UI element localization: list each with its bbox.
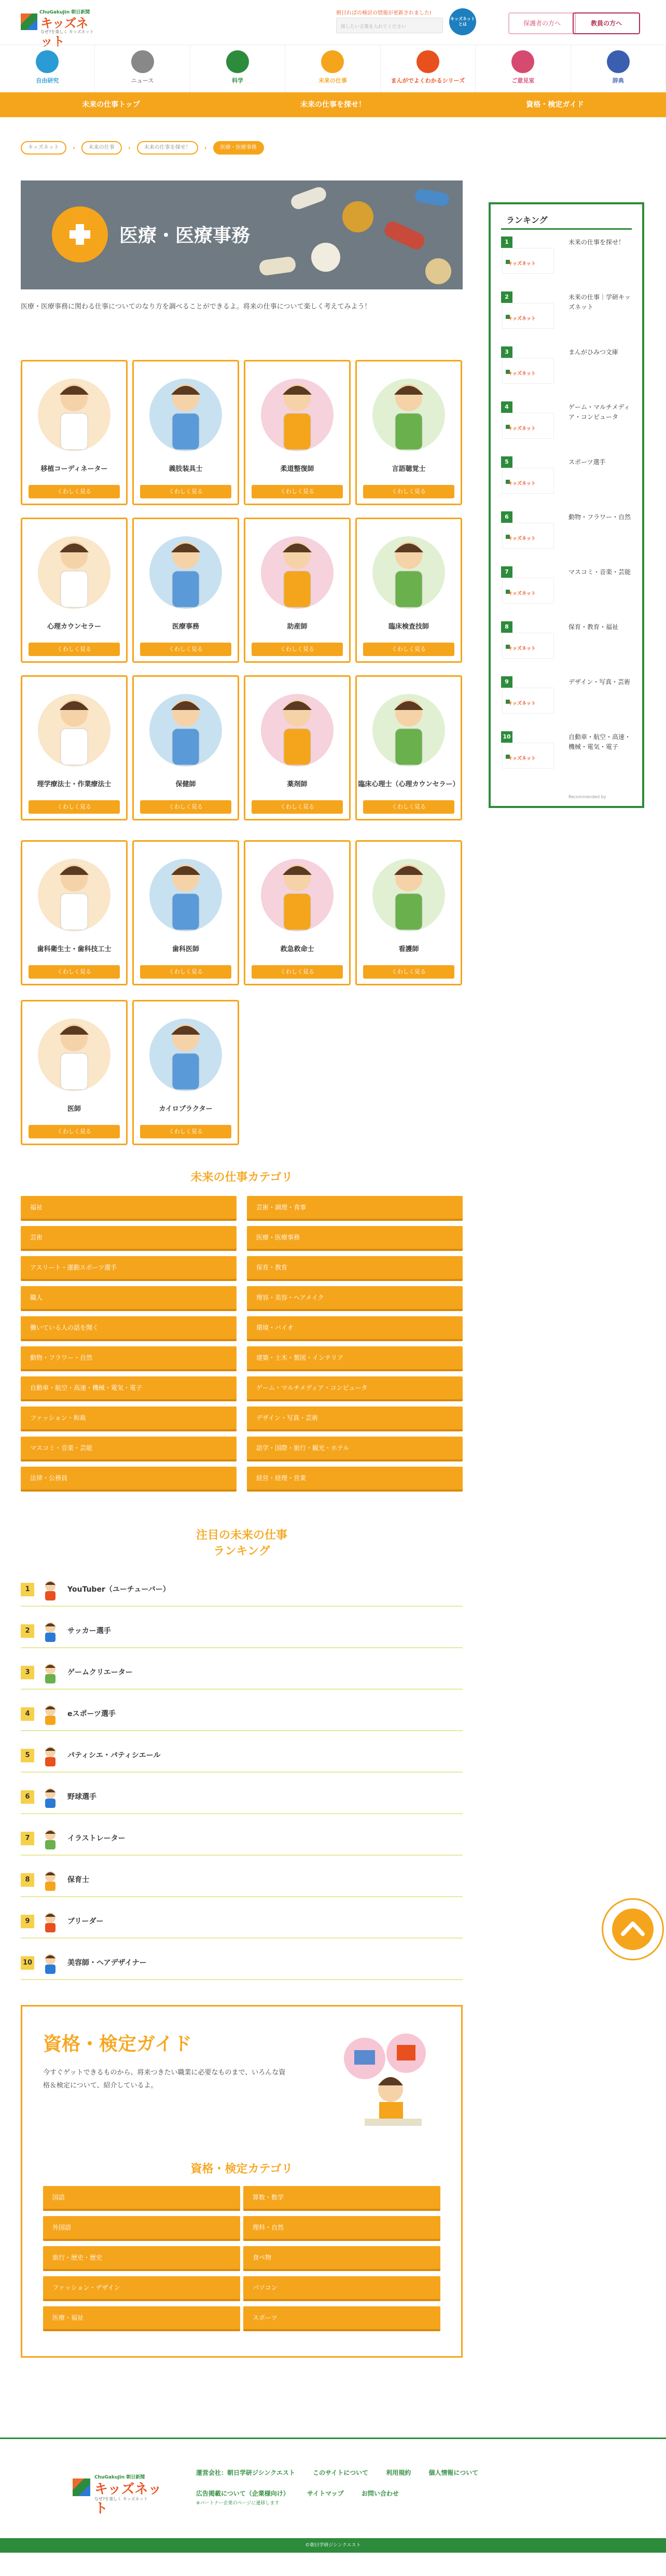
rank-number: 10 <box>21 1956 34 1970</box>
footer <box>0 2438 666 2576</box>
sidebar-ranking-item[interactable] <box>501 456 632 505</box>
job-card[interactable] <box>21 518 128 663</box>
more-button[interactable]: くわしく見る <box>363 485 454 498</box>
job-name: 理学療法士・作業療法士 <box>37 781 112 788</box>
more-button[interactable]: くわしく見る <box>252 485 343 498</box>
job-illustration <box>27 523 121 618</box>
more-button[interactable]: くわしく見る <box>140 965 231 979</box>
job-name: 言語聴覚士 <box>392 465 426 473</box>
gnav-item-2[interactable] <box>190 45 285 92</box>
job-illustration <box>139 1006 232 1100</box>
thumb-logo-text: キッズネット <box>508 261 536 267</box>
breadcrumb <box>21 141 264 155</box>
ranking-thumbnail <box>502 633 554 659</box>
gnav-label: 辞典 <box>612 77 624 84</box>
sidebar-ranking <box>489 202 644 808</box>
sidebar-ranking-label: 動物・フラワー・自然 <box>568 513 631 521</box>
footer-link-about[interactable]: このサイトについて <box>313 2469 369 2476</box>
category-button[interactable]: デザイン・写真・芸術 <box>247 1407 463 1431</box>
job-illustration <box>139 523 232 618</box>
guide-category-button[interactable]: 算数・数学 <box>243 2186 440 2211</box>
category-button[interactable]: 建築・土木・製図・インテリア <box>247 1346 463 1371</box>
guide-category-button[interactable]: 旅行・歴史・歴史 <box>43 2246 240 2271</box>
job-card[interactable] <box>132 360 239 505</box>
guide-title: 資格・検定ガイド <box>43 2034 192 2055</box>
footer-ad-note: ※パートナー企業のページに遷移します <box>196 2501 280 2506</box>
category-button[interactable]: 保育・教育 <box>247 1256 463 1281</box>
gnav-label: ニュース <box>131 77 154 84</box>
more-button[interactable]: くわしく見る <box>363 800 454 814</box>
category-button[interactable]: 環境・バイオ <box>247 1316 463 1341</box>
sidebar-ranking-label: デザイン・写真・芸術 <box>568 678 631 686</box>
future-job-icon <box>321 50 344 73</box>
footer-link-contact[interactable]: お問い合わせ <box>361 2490 399 2497</box>
sidebar-ranking-label: 未来の仕事を探せ！ <box>568 239 625 246</box>
sidebar-ranking-item[interactable] <box>501 621 632 670</box>
gnav-item-0[interactable] <box>0 45 95 92</box>
ranking-thumbnail <box>502 303 554 329</box>
ranking-thumbnail <box>502 523 554 549</box>
job-thumbnail <box>37 1952 63 1974</box>
sidebar-ranking-item[interactable] <box>501 401 632 450</box>
gnav-item-4[interactable] <box>381 45 476 92</box>
rank-number: 8 <box>21 1873 34 1887</box>
category-title: 未来の仕事カテゴリ <box>190 1171 293 1184</box>
gnav-label: 科学 <box>232 77 244 84</box>
job-card[interactable] <box>244 518 351 663</box>
footer-link-sitemap[interactable]: サイトマップ <box>307 2490 344 2497</box>
job-name: 医師 <box>67 1105 81 1113</box>
rank-number: 4 <box>21 1707 34 1721</box>
sidebar-ranking-item[interactable] <box>501 346 632 395</box>
sidebar-ranking-label: 自動車・航空・高速・機械・電気・電子 <box>568 733 631 751</box>
job-illustration <box>362 681 455 775</box>
ranking-item[interactable] <box>21 1904 463 1939</box>
ranking-label: パティシエ・パティシエール <box>67 1751 161 1760</box>
more-button[interactable]: くわしく見る <box>29 800 120 814</box>
category-button[interactable]: 自動車・航空・高速・機械・電気・電子 <box>21 1376 237 1401</box>
job-card[interactable] <box>355 840 462 985</box>
rank-number: 5 <box>21 1749 34 1762</box>
more-button[interactable]: くわしく見る <box>29 643 120 656</box>
job-name: 臨床検査技師 <box>388 623 429 631</box>
job-name: 保健師 <box>175 781 196 788</box>
sidebar-ranking-item[interactable] <box>501 566 632 615</box>
guide-category-button[interactable]: ファッション・デザイン <box>43 2276 240 2301</box>
pill-decoration <box>382 219 427 252</box>
qualification-guide <box>21 2005 463 2358</box>
more-button[interactable]: くわしく見る <box>363 965 454 979</box>
ranking-thumbnail <box>502 743 554 769</box>
logo-small-text: ChuGakuJin 朝日新聞 <box>39 10 90 15</box>
job-name: 歯科衛生士・歯科技工士 <box>37 945 112 953</box>
footer-logo-text: キッズネット <box>94 2482 162 2516</box>
category-button[interactable]: 芸術 <box>21 1226 237 1251</box>
ranking-title-line2: ランキング <box>213 1544 270 1558</box>
gnav-label: まんがでよくわかるシリーズ <box>391 77 465 84</box>
sub-nav <box>0 92 666 117</box>
footer-link-ad[interactable]: 広告掲載について（企業様向け） <box>196 2490 289 2497</box>
more-button[interactable]: くわしく見る <box>140 485 231 498</box>
hero-banner <box>21 180 463 289</box>
job-name: 移植コーディネーター <box>40 465 108 473</box>
medical-cross-icon <box>52 206 108 262</box>
pill-decoration <box>342 201 373 232</box>
ranking-label: 保育士 <box>67 1876 89 1884</box>
breadcrumb-search[interactable]: 未来の仕事を探せ！ <box>137 141 198 155</box>
ranking-label: ゲームクリエーター <box>67 1668 133 1677</box>
category-button[interactable]: ゲーム・マルチメディア・コンピュータ <box>247 1376 463 1401</box>
research-icon <box>36 50 59 73</box>
rank-number: 7 <box>501 566 512 578</box>
teacher-button[interactable]: 教員の方へ <box>573 12 640 34</box>
guide-text: 今すぐゲットできるものから、将来つきたい職業に必要なものまで、いろんな資格＆検定について、紹介しているよ。 <box>43 2069 286 2090</box>
more-button[interactable]: くわしく見る <box>140 800 231 814</box>
job-name: 臨床心理士（心理カウンセラー） <box>358 781 460 788</box>
gnav-item-5[interactable] <box>476 45 571 92</box>
header-notice[interactable]: 朝日ればの検討の情報が更新されました! <box>336 10 432 16</box>
rank-number: 4 <box>501 401 512 413</box>
job-illustration <box>27 681 121 775</box>
job-illustration <box>251 523 344 618</box>
sidebar-ranking-label: 未来の仕事｜学研キッズネット <box>568 294 631 311</box>
more-button[interactable]: くわしく見る <box>140 643 231 656</box>
footer-link-privacy[interactable]: 個人情報について <box>428 2469 479 2476</box>
footer-link-company[interactable]: 運営会社：朝日学研ジシンクエスト <box>196 2469 295 2476</box>
job-thumbnail <box>37 1703 63 1725</box>
thumb-logo-text: キッズネット <box>508 591 536 596</box>
job-illustration <box>139 366 232 460</box>
ranking-item[interactable] <box>21 1821 463 1856</box>
ranking-label: 野球選手 <box>67 1793 96 1801</box>
breadcrumb-current: 医療・医療事務 <box>213 141 264 155</box>
job-thumbnail <box>37 1620 63 1642</box>
header <box>0 0 666 49</box>
job-name: 柔道整復師 <box>280 465 314 473</box>
job-illustration <box>27 1006 121 1100</box>
page-intro: 医療・医療事務に関わる仕事についてのなり方を調べることができるよ。将来の仕事について楽しく考えてみよう！ <box>21 303 371 311</box>
site-logo[interactable] <box>21 8 99 49</box>
subnav-item-search[interactable]: 未来の仕事を探せ！ <box>300 101 366 109</box>
sidebar-ranking-label: スポーツ選手 <box>568 458 606 466</box>
job-card[interactable] <box>244 840 351 985</box>
job-illustration <box>27 846 121 940</box>
thumb-logo-text: キッズネット <box>508 756 536 761</box>
rank-number: 6 <box>21 1790 34 1804</box>
logo-tagline: なぜ?を楽しく キッズネット <box>40 30 94 34</box>
more-button[interactable]: くわしく見る <box>29 485 120 498</box>
thumb-logo-text: キッズネット <box>508 371 536 377</box>
job-card[interactable] <box>21 840 128 985</box>
job-card[interactable] <box>21 675 128 820</box>
more-button[interactable]: くわしく見る <box>252 965 343 979</box>
pill-decoration <box>258 256 296 276</box>
logo-mark-icon <box>73 2478 90 2496</box>
footer-link-terms[interactable]: 利用規約 <box>386 2469 411 2476</box>
ranking-label: サッカー選手 <box>67 1627 111 1635</box>
ranking-label: ブリーダー <box>67 1917 104 1926</box>
sidebar-ranking-label: マスコミ・音楽・芸能 <box>568 568 631 576</box>
breadcrumb-home[interactable]: キッズネット <box>21 141 66 155</box>
ranking-label: イラストレーター <box>67 1834 126 1843</box>
powered-by-text: Recommended by <box>568 795 606 799</box>
sidebar-ranking-item[interactable] <box>501 236 632 285</box>
pill-decoration <box>414 188 450 207</box>
job-card[interactable] <box>355 518 462 663</box>
job-card[interactable] <box>244 675 351 820</box>
job-illustration <box>139 846 232 940</box>
divider <box>501 228 632 230</box>
ranking-item[interactable] <box>21 1780 463 1814</box>
gnav-label: 未来の仕事 <box>318 77 347 84</box>
footer-links-2 <box>196 2489 414 2498</box>
sidebar-ranking-title: ランキング <box>506 215 548 225</box>
copyright: ©朝日学研ジシンクエスト <box>0 2538 666 2553</box>
logo-mark-icon <box>21 13 37 30</box>
opinion-icon <box>511 50 534 73</box>
chevron-up-icon <box>603 1900 662 1959</box>
guide-category-button[interactable]: パソコン <box>243 2276 440 2301</box>
scroll-to-top-button[interactable] <box>602 1898 664 1960</box>
job-thumbnail <box>37 1579 63 1600</box>
rank-number: 1 <box>501 236 512 248</box>
ranking-thumbnail <box>502 248 554 274</box>
ranking-item[interactable] <box>21 1572 463 1607</box>
about-kidsnet-button[interactable]: キッズネットとは <box>449 8 476 35</box>
job-card[interactable] <box>132 840 239 985</box>
thumb-logo-text: キッズネット <box>508 316 536 322</box>
ranking-item[interactable] <box>21 1697 463 1731</box>
sidebar-ranking-label: まんがひみつ文庫 <box>568 349 618 356</box>
category-button[interactable]: 職人 <box>21 1286 237 1311</box>
ranking-thumbnail <box>502 578 554 604</box>
rank-number: 2 <box>21 1624 34 1638</box>
gnav-label: ご意見室 <box>511 77 535 84</box>
rank-number: 8 <box>501 621 512 633</box>
footer-links <box>196 2468 494 2477</box>
ranking-thumbnail <box>502 358 554 384</box>
rank-number: 10 <box>501 731 512 743</box>
dictionary-icon <box>607 50 630 73</box>
subnav-item-top[interactable]: 未来の仕事トップ <box>82 101 140 109</box>
guide-category-button[interactable]: 理科・自然 <box>243 2216 440 2241</box>
more-button[interactable]: くわしく見る <box>140 1125 231 1138</box>
job-name: 救急救命士 <box>280 945 314 953</box>
rank-number: 9 <box>21 1915 34 1928</box>
search-input[interactable]: 探したい言葉を入れてください <box>336 18 443 33</box>
ranking-item[interactable] <box>21 1614 463 1648</box>
chevron-right-icon: › <box>128 144 131 151</box>
category-button[interactable]: 法律・公務員 <box>21 1467 237 1492</box>
thumb-logo-text: キッズネット <box>508 536 536 541</box>
rank-number: 9 <box>501 676 512 688</box>
more-button[interactable]: くわしく見る <box>252 800 343 814</box>
rank-number: 1 <box>21 1583 34 1596</box>
thumb-logo-text: キッズネット <box>508 646 536 651</box>
job-illustration <box>139 681 232 775</box>
category-button[interactable]: 語学・国際・旅行・観光・ホテル <box>247 1437 463 1461</box>
job-name: カイロプラクター <box>159 1105 213 1113</box>
job-name: 医療事務 <box>172 623 199 631</box>
job-illustration <box>362 366 455 460</box>
job-name: 歯科医師 <box>172 945 199 953</box>
gnav-label: 自由研究 <box>36 77 59 84</box>
sidebar-ranking-item[interactable] <box>501 511 632 560</box>
category-button[interactable]: 動物・フラワー・自然 <box>21 1346 237 1371</box>
pill-decoration <box>311 243 340 272</box>
ranking-title <box>21 1528 463 1560</box>
job-illustration <box>251 366 344 460</box>
job-card[interactable] <box>244 360 351 505</box>
ranking-title-line1: 注目の未来の仕事 <box>196 1529 287 1542</box>
job-card[interactable] <box>132 675 239 820</box>
sidebar-ranking-label: ゲーム・マルチメディア・コンピュータ <box>568 403 630 421</box>
job-name: 義肢装具士 <box>169 465 203 473</box>
job-thumbnail <box>37 1828 63 1849</box>
rank-number: 5 <box>501 456 512 468</box>
thumb-logo-text: キッズネット <box>508 481 536 486</box>
job-thumbnail <box>37 1911 63 1932</box>
category-button[interactable]: 経営・経理・営業 <box>247 1467 463 1492</box>
job-card[interactable] <box>355 675 462 820</box>
category-button[interactable]: 理容・美容・ヘアメイク <box>247 1286 463 1311</box>
guide-category-button[interactable]: 食べ物 <box>243 2246 440 2271</box>
more-button[interactable]: くわしく見る <box>29 965 120 979</box>
job-thumbnail <box>37 1662 63 1683</box>
job-illustration <box>362 523 455 618</box>
rank-number: 2 <box>501 291 512 303</box>
ranking-thumbnail <box>502 413 554 439</box>
job-illustration <box>362 846 455 940</box>
ranking-item[interactable] <box>21 1946 463 1980</box>
rank-number: 7 <box>21 1832 34 1845</box>
more-button[interactable]: くわしく見る <box>363 643 454 656</box>
chevron-right-icon: › <box>72 144 75 151</box>
category-button[interactable]: 医療・医療事務 <box>247 1226 463 1251</box>
job-card[interactable] <box>21 1000 128 1145</box>
guide-category-title: 資格・検定カテゴリ <box>190 2163 293 2176</box>
science-icon <box>226 50 249 73</box>
thumb-logo-text: キッズネット <box>508 701 536 706</box>
ranking-thumbnail <box>502 688 554 714</box>
gnav-item-3[interactable] <box>285 45 380 92</box>
footer-logo-small: ChuGakuJin 朝日新聞 <box>94 2475 145 2480</box>
ranking-item[interactable] <box>21 1863 463 1897</box>
job-illustration <box>251 681 344 775</box>
job-name: 看護師 <box>398 945 419 953</box>
news-icon <box>131 50 154 73</box>
sidebar-ranking-label: 保育・教育・福祉 <box>568 623 619 631</box>
job-thumbnail <box>37 1786 63 1808</box>
category-button[interactable]: 働いている人の話を聞く <box>21 1316 237 1341</box>
gnav-item-1[interactable] <box>95 45 190 92</box>
page-title: 医療・医療事務 <box>119 225 251 246</box>
gnav-item-6[interactable] <box>571 45 666 92</box>
ranking-label: eスポーツ選手 <box>67 1710 116 1718</box>
rank-number: 3 <box>501 346 512 358</box>
job-name: 助産師 <box>287 623 308 631</box>
category-button[interactable]: 芸術・調理・食事 <box>247 1196 463 1221</box>
sidebar-ranking-item[interactable] <box>501 731 632 780</box>
sidebar-ranking-item[interactable] <box>501 291 632 340</box>
job-card[interactable] <box>132 1000 239 1145</box>
job-illustration <box>27 366 121 460</box>
guide-category-button[interactable]: 国語 <box>43 2186 240 2211</box>
sidebar-ranking-item[interactable] <box>501 676 632 725</box>
category-button[interactable]: ファッション・和裁 <box>21 1407 237 1431</box>
manga-icon <box>417 50 439 73</box>
ranking-label: YouTuber（ユーチューバー） <box>67 1585 170 1594</box>
guide-category-button[interactable]: 医療・福祉 <box>43 2306 240 2331</box>
guide-category-button[interactable]: 外国語 <box>43 2216 240 2241</box>
ranking-item[interactable] <box>21 1738 463 1773</box>
job-name: 薬剤師 <box>287 781 308 788</box>
ranking-item[interactable] <box>21 1655 463 1690</box>
ranking-label: 美容師・ヘアデザイナー <box>67 1959 147 1967</box>
rank-number: 6 <box>501 511 512 523</box>
breadcrumb-future-job[interactable]: 未来の仕事 <box>81 141 122 155</box>
category-button[interactable]: アスリート・運動スポーツ選手 <box>21 1256 237 1281</box>
more-button[interactable]: くわしく見る <box>29 1125 120 1138</box>
global-nav <box>0 45 666 92</box>
job-card[interactable] <box>21 360 128 505</box>
chevron-right-icon: › <box>204 144 207 151</box>
job-illustration <box>251 846 344 940</box>
pill-decoration <box>425 258 451 284</box>
thumb-logo-text: キッズネット <box>508 426 536 431</box>
rank-number: 3 <box>21 1666 34 1679</box>
job-card[interactable] <box>132 518 239 663</box>
logo-text: キッズネット <box>40 16 88 49</box>
job-card[interactable] <box>355 360 462 505</box>
job-thumbnail <box>37 1869 63 1891</box>
job-thumbnail <box>37 1745 63 1766</box>
guardian-button[interactable]: 保護者の方へ <box>508 12 576 34</box>
subnav-item-guide[interactable]: 資格・検定ガイド <box>526 101 584 109</box>
category-button[interactable]: 福祉 <box>21 1196 237 1221</box>
footer-logo[interactable] <box>73 2472 171 2516</box>
job-name: 心理カウンセラー <box>47 623 101 631</box>
pill-decoration <box>289 185 328 211</box>
guide-category-button[interactable]: スポーツ <box>243 2306 440 2331</box>
guide-illustration <box>334 2027 437 2131</box>
category-button[interactable]: マスコミ・音楽・芸能 <box>21 1437 237 1461</box>
ranking-thumbnail <box>502 468 554 494</box>
more-button[interactable]: くわしく見る <box>252 643 343 656</box>
footer-logo-tag: なぜ?を楽しく キッズネット <box>94 2497 148 2501</box>
